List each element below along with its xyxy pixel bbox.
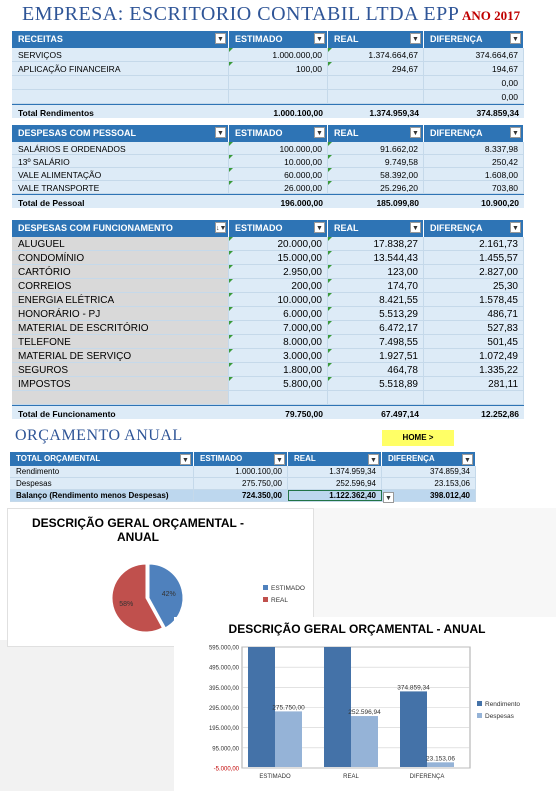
dropdown-arrow-icon[interactable]: ▼: [410, 33, 421, 44]
cell[interactable]: 1.374.664,67: [328, 48, 424, 61]
sort-filter-icon[interactable]: ↓▼: [215, 222, 226, 233]
cell[interactable]: 486,71: [424, 307, 524, 320]
dropdown-arrow-icon[interactable]: ▼: [510, 33, 521, 44]
cell[interactable]: [12, 391, 229, 404]
table-row: [12, 181, 524, 194]
cell[interactable]: 10.000,00: [229, 293, 328, 306]
bar-data-label: 374.859,34: [397, 684, 430, 692]
header-pessoal[interactable]: DESPESAS COM PESSOAL ▼: [12, 125, 229, 142]
cell[interactable]: 25,30: [424, 279, 524, 292]
dropdown-arrow-icon[interactable]: ▼: [180, 454, 191, 465]
y-tick-label: -5.000,00: [213, 766, 239, 773]
cell[interactable]: [328, 90, 424, 103]
total-row: [12, 405, 524, 419]
cell[interactable]: 8.337,98: [424, 142, 524, 154]
y-tick-label: 495.000,00: [208, 665, 239, 672]
y-tick-label: 195.000,00: [208, 726, 239, 733]
cell[interactable]: 1.335,22: [424, 363, 524, 376]
total-diferenca: 374.859,34: [476, 108, 519, 118]
cell[interactable]: Balanço (Rendimento menos Despesas): [10, 490, 194, 501]
bar-chart: [174, 617, 540, 789]
selected-cell[interactable]: 1.122.362,40: [288, 490, 382, 501]
total-real: 67.497,14: [381, 409, 419, 419]
legend-swatch: [477, 713, 482, 718]
cell[interactable]: 58.392,00: [328, 168, 424, 180]
dropdown-arrow-icon[interactable]: ▼: [510, 222, 521, 233]
header-estimado[interactable]: ESTIMADO ▼: [229, 125, 328, 142]
bar-despesas: [351, 716, 378, 767]
pie-data-label: 42%: [161, 590, 176, 598]
cell[interactable]: SERVIÇOS: [12, 48, 229, 61]
cell[interactable]: 174,70: [328, 279, 424, 292]
header-real[interactable]: REAL ▼: [288, 452, 382, 466]
cell[interactable]: ALUGUEL: [12, 237, 229, 250]
funcionamento-rows: [12, 237, 524, 405]
header-diferenca[interactable]: DIFERENÇA ▼: [424, 220, 524, 237]
table-row: [12, 62, 524, 76]
table-row: [12, 293, 524, 307]
cell[interactable]: 9.749,58: [328, 155, 424, 167]
cell[interactable]: 17.838,27: [328, 237, 424, 250]
table-row: [12, 321, 524, 335]
table-row: [12, 90, 524, 104]
total-real: 1.374.959,34: [369, 108, 419, 118]
cell[interactable]: MATERIAL DE SERVIÇO: [12, 349, 229, 362]
cell[interactable]: TELEFONE: [12, 335, 229, 348]
table-row: [12, 168, 524, 181]
total-real: 185.099,80: [376, 198, 419, 208]
cell[interactable]: 398.012,40: [382, 490, 476, 501]
cell[interactable]: 200,00: [229, 279, 328, 292]
x-tick-label: ESTIMADO: [259, 774, 291, 780]
dropdown-arrow-icon[interactable]: ▼: [368, 454, 379, 465]
legend-swatch: [263, 597, 268, 602]
cell[interactable]: 250,42: [424, 155, 524, 167]
cell[interactable]: 275.750,00: [194, 478, 288, 489]
cell[interactable]: 13º SALÁRIO: [12, 155, 229, 167]
cell[interactable]: 0,00: [424, 90, 524, 103]
cell[interactable]: 5.513,29: [328, 307, 424, 320]
table-row: [12, 307, 524, 321]
cell[interactable]: 374.859,34: [382, 466, 476, 477]
header-estimado[interactable]: ESTIMADO ▼: [194, 452, 288, 466]
bar-rendimento: [248, 647, 275, 767]
cell[interactable]: 2.950,00: [229, 265, 328, 278]
dropdown-arrow-icon[interactable]: ▼: [383, 492, 394, 503]
total-row: [12, 194, 524, 208]
header-real[interactable]: REAL ▼: [328, 31, 424, 48]
cell[interactable]: 5.518,89: [328, 377, 424, 390]
table-row: [12, 142, 524, 155]
cell[interactable]: IMPOSTOS: [12, 377, 229, 390]
total-estimado: 196.000,00: [280, 198, 323, 208]
table-row: [12, 48, 524, 62]
y-tick-label: 595.000,00: [208, 645, 239, 652]
header-diferenca[interactable]: DIFERENÇA ▼: [382, 452, 476, 466]
cell[interactable]: 1.608,00: [424, 168, 524, 180]
bar-data-label: 252.596,94: [348, 709, 381, 717]
cell[interactable]: 294,67: [328, 62, 424, 75]
cell[interactable]: SALÁRIOS E ORDENADOS: [12, 142, 229, 154]
table-row: [12, 391, 524, 405]
cell[interactable]: 1.927,51: [328, 349, 424, 362]
cell[interactable]: 10.000,00: [229, 155, 328, 167]
cell[interactable]: 703,80: [424, 181, 524, 193]
total-label: Total Rendimentos: [18, 108, 94, 118]
cell[interactable]: 1.000.100,00: [194, 466, 288, 477]
bar-data-label: 275.750,00: [272, 704, 305, 712]
x-tick-label: REAL: [343, 774, 359, 780]
cell[interactable]: [229, 90, 328, 103]
bar-chart-panel[interactable]: [174, 617, 540, 789]
cell[interactable]: 7.000,00: [229, 321, 328, 334]
bar-rendimento: [400, 691, 427, 767]
year-label: ANO 2017: [462, 8, 521, 23]
cell[interactable]: 464,78: [328, 363, 424, 376]
total-row: [12, 104, 524, 118]
cell[interactable]: CONDOMÍNIO: [12, 251, 229, 264]
cell[interactable]: 15.000,00: [229, 251, 328, 264]
cell[interactable]: HONORÁRIO - PJ: [12, 307, 229, 320]
cell[interactable]: CARTÓRIO: [12, 265, 229, 278]
legend-label: REAL: [271, 597, 288, 604]
cell[interactable]: VALE ALIMENTAÇÃO: [12, 168, 229, 180]
cell[interactable]: [328, 76, 424, 89]
cell[interactable]: 724.350,00: [194, 490, 288, 501]
cell[interactable]: [12, 76, 229, 89]
dropdown-arrow-icon[interactable]: ▼: [410, 127, 421, 138]
header-estimado[interactable]: ESTIMADO ▼: [229, 220, 328, 237]
dropdown-arrow-icon[interactable]: ▼: [274, 454, 285, 465]
orcamento-title: ORÇAMENTO ANUAL: [15, 427, 183, 444]
y-tick-label: 95.000,00: [212, 746, 239, 753]
total-diferenca: 12.252,86: [481, 409, 519, 419]
cell[interactable]: 1.800,00: [229, 363, 328, 376]
receitas-header: [12, 31, 524, 48]
header-total-orcamental[interactable]: TOTAL ORÇAMENTAL ▼: [10, 452, 194, 466]
cell[interactable]: 123,00: [328, 265, 424, 278]
cell[interactable]: [229, 76, 328, 89]
table-row: [10, 490, 476, 502]
cell[interactable]: APLICAÇÃO FINANCEIRA: [12, 62, 229, 75]
shadow-right: [312, 508, 556, 617]
bar-data-label: 23.153,06: [426, 755, 455, 763]
header-real[interactable]: REAL ▼: [328, 125, 424, 142]
total-estimado: 79.750,00: [285, 409, 323, 419]
total-label: Total de Funcionamento: [18, 409, 116, 419]
cell[interactable]: 60.000,00: [229, 168, 328, 180]
cell[interactable]: 1.000.000,00: [229, 48, 328, 61]
table-row: [10, 466, 476, 478]
cell[interactable]: [328, 391, 424, 404]
funcionamento-header: [12, 220, 524, 237]
dropdown-arrow-icon[interactable]: ▼: [510, 127, 521, 138]
dropdown-arrow-icon[interactable]: ▼: [314, 222, 325, 233]
cell[interactable]: CORREIOS: [12, 279, 229, 292]
legend-swatch: [477, 701, 482, 706]
cell[interactable]: 91.662,02: [328, 142, 424, 154]
cell[interactable]: 8.000,00: [229, 335, 328, 348]
cell[interactable]: [229, 391, 328, 404]
bar-chart-title: DESCRIÇÃO GERAL ORÇAMENTAL - ANUAL: [228, 622, 486, 636]
table-row: [12, 377, 524, 391]
header-receitas[interactable]: RECEITAS ▼: [12, 31, 229, 48]
cell[interactable]: 6.000,00: [229, 307, 328, 320]
total-label: Total de Pessoal: [18, 198, 85, 208]
cell[interactable]: 527,83: [424, 321, 524, 334]
cell[interactable]: 1.578,45: [424, 293, 524, 306]
funcionamento-table: [12, 220, 524, 419]
table-row: [12, 335, 524, 349]
cell[interactable]: 281,11: [424, 377, 524, 390]
legend-label: Rendimento: [485, 701, 521, 708]
dropdown-arrow-icon[interactable]: ▼: [410, 222, 421, 233]
company-title: EMPRESA: ESCRITORIO CONTABIL LTDA EPP: [22, 3, 460, 25]
table-row: [12, 237, 524, 251]
header-real[interactable]: REAL ▼: [328, 220, 424, 237]
table-row: [12, 251, 524, 265]
cell[interactable]: 501,45: [424, 335, 524, 348]
cell[interactable]: Despesas: [10, 478, 194, 489]
table-row: [12, 76, 524, 90]
cell[interactable]: 1.374.959,34: [288, 466, 382, 477]
pie-data-label: 58%: [119, 601, 134, 609]
cell[interactable]: 5.800,00: [229, 377, 328, 390]
cell[interactable]: 252.596,94: [288, 478, 382, 489]
legend-label: Despesas: [485, 713, 514, 720]
pie-chart-title: DESCRIÇÃO GERAL ORÇAMENTAL - ANUAL: [31, 516, 244, 544]
cell[interactable]: 23.153,06: [382, 478, 476, 489]
cell[interactable]: 194,67: [424, 62, 524, 75]
cell[interactable]: VALE TRANSPORTE: [12, 181, 229, 193]
orcamento-table: [10, 452, 476, 502]
cell[interactable]: MATERIAL DE ESCRITÓRIO: [12, 321, 229, 334]
receitas-table: [12, 31, 524, 118]
cell[interactable]: 374.664,67: [424, 48, 524, 61]
table-row: [12, 279, 524, 293]
header-estimado[interactable]: ESTIMADO ▼: [229, 31, 328, 48]
cell[interactable]: 2.827,00: [424, 265, 524, 278]
cell[interactable]: 2.161,73: [424, 237, 524, 250]
cell[interactable]: 7.498,55: [328, 335, 424, 348]
dropdown-arrow-icon[interactable]: ▼: [462, 454, 473, 465]
cell[interactable]: 100.000,00: [229, 142, 328, 154]
cell[interactable]: 1.455,57: [424, 251, 524, 264]
cell[interactable]: 1.072,49: [424, 349, 524, 362]
header-funcionamento[interactable]: DESPESAS COM FUNCIONAMENTO ↓▼: [12, 220, 229, 237]
dropdown-arrow-icon[interactable]: ▼: [215, 127, 226, 138]
cell[interactable]: [424, 391, 524, 404]
cell[interactable]: 25.296,20: [328, 181, 424, 193]
dropdown-arrow-icon[interactable]: ▼: [314, 33, 325, 44]
bar-despesas: [427, 762, 454, 767]
table-row: [12, 363, 524, 377]
pessoal-header: [12, 125, 524, 142]
dropdown-arrow-icon[interactable]: ▼: [215, 33, 226, 44]
cell[interactable]: ENERGIA ELÉTRICA: [12, 293, 229, 306]
table-row: [12, 349, 524, 363]
orcamento-header: [10, 452, 476, 466]
cell[interactable]: 8.421,55: [328, 293, 424, 306]
dropdown-arrow-icon[interactable]: ▼: [314, 127, 325, 138]
legend-label: ESTIMADO: [271, 585, 305, 592]
table-row: [12, 265, 524, 279]
cell[interactable]: 3.000,00: [229, 349, 328, 362]
cell[interactable]: [12, 90, 229, 103]
cell[interactable]: 0,00: [424, 76, 524, 89]
y-tick-label: 395.000,00: [208, 685, 239, 692]
table-row: [12, 155, 524, 168]
table-row: [10, 478, 476, 490]
cell[interactable]: 20.000,00: [229, 237, 328, 250]
total-estimado: 1.000.100,00: [273, 108, 323, 118]
x-tick-label: DIFERENÇA: [409, 774, 445, 780]
shadow-left: [0, 640, 174, 791]
y-tick-label: 295.000,00: [208, 706, 239, 712]
cell[interactable]: 6.472,17: [328, 321, 424, 334]
cell[interactable]: 26.000,00: [229, 181, 328, 193]
home-button[interactable]: HOME >: [382, 430, 454, 446]
pessoal-table: [12, 125, 524, 208]
header-diferenca[interactable]: DIFERENÇA ▼: [424, 31, 524, 48]
legend-swatch: [263, 585, 268, 590]
cell[interactable]: 13.544,43: [328, 251, 424, 264]
cell[interactable]: 100,00: [229, 62, 328, 75]
cell[interactable]: Rendimento: [10, 466, 194, 477]
header-diferenca[interactable]: DIFERENÇA ▼: [424, 125, 524, 142]
bar-despesas: [275, 711, 302, 767]
bar-rendimento: [324, 647, 351, 767]
total-diferenca: 10.900,20: [481, 198, 519, 208]
cell[interactable]: SEGUROS: [12, 363, 229, 376]
